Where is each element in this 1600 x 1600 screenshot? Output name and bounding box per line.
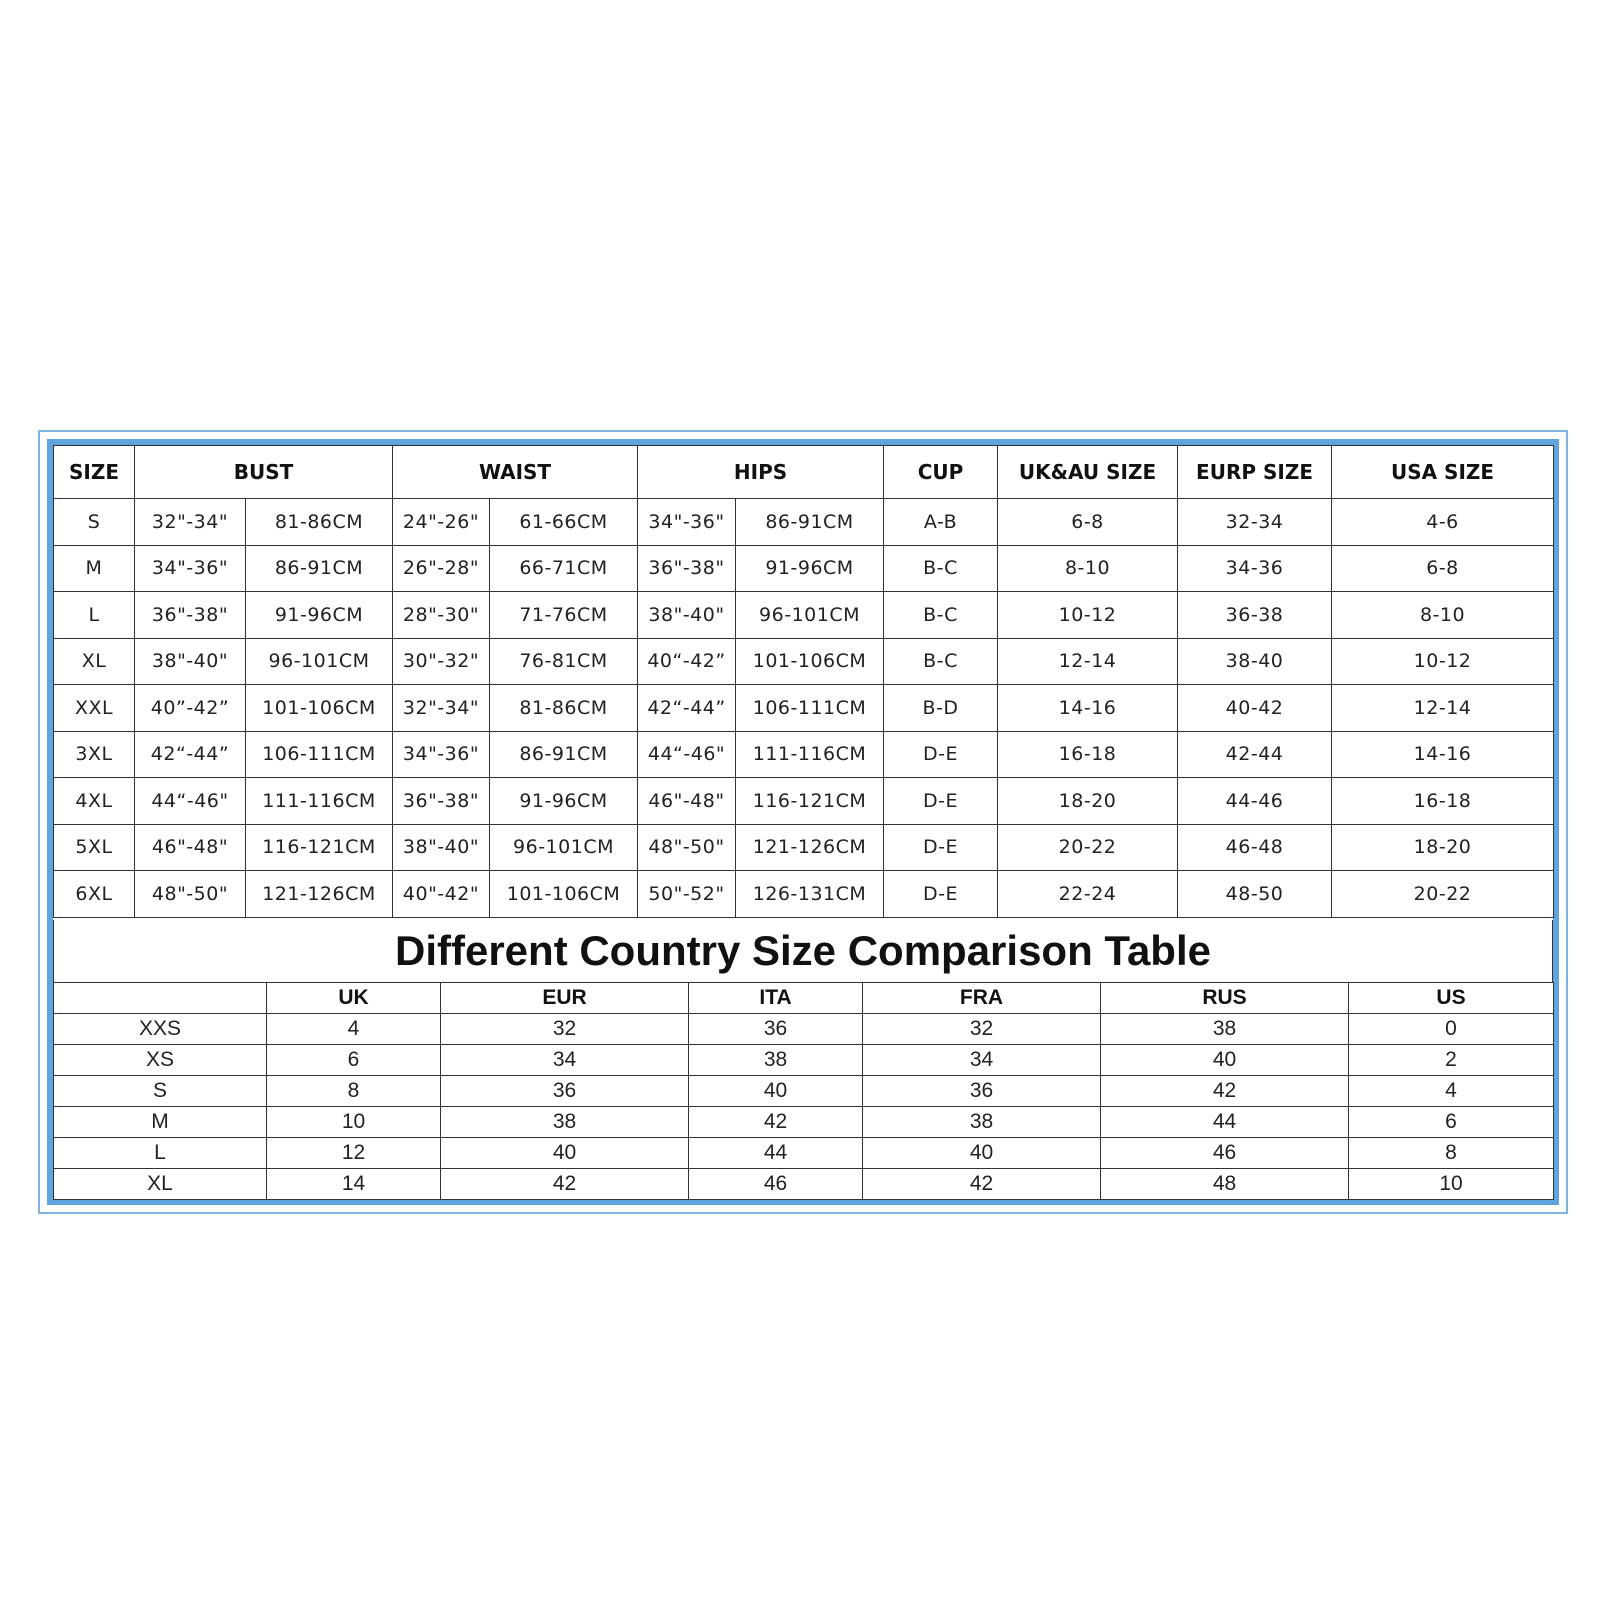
table-cell: 6-8 <box>998 499 1178 546</box>
table-cell: 34"-36" <box>135 545 246 592</box>
table-cell: 12 <box>267 1138 441 1169</box>
table-cell: M <box>54 1107 267 1138</box>
table-cell: 36"-38" <box>135 592 246 639</box>
table-row <box>54 778 1554 825</box>
table-cell: L <box>54 1138 267 1169</box>
table-cell: 44-46 <box>1178 778 1332 825</box>
table-cell: 101-106CM <box>736 638 884 685</box>
table-cell: XXL <box>54 685 135 732</box>
table-cell: L <box>54 592 135 639</box>
table-cell: 42 <box>441 1169 689 1200</box>
country-table-header-cell <box>54 983 267 1014</box>
table-cell: 111-116CM <box>736 731 884 778</box>
table-cell: 32 <box>441 1014 689 1045</box>
table-row <box>54 731 1554 778</box>
table-cell: 3XL <box>54 731 135 778</box>
table-cell: 86-91CM <box>490 731 638 778</box>
table-cell: 12-14 <box>998 638 1178 685</box>
table-cell: 36 <box>689 1014 863 1045</box>
table-cell: 6 <box>267 1045 441 1076</box>
size-chart-header-cell: EURP SIZE <box>1178 446 1332 499</box>
table-cell: 42 <box>863 1169 1101 1200</box>
table-row <box>54 1014 1554 1045</box>
table-cell: 48"-50" <box>135 871 246 918</box>
table-cell: 38"-40" <box>135 638 246 685</box>
comparison-title: Different Country Size Comparison Table <box>53 920 1553 982</box>
table-cell: 40 <box>863 1138 1101 1169</box>
table-cell: 36 <box>441 1076 689 1107</box>
size-chart-header-row <box>54 446 1554 499</box>
table-cell: 48"-50" <box>638 824 736 871</box>
table-cell: A-B <box>884 499 998 546</box>
table-cell: 8-10 <box>1332 592 1554 639</box>
country-table-header-cell: EUR <box>441 983 689 1014</box>
table-cell: 4XL <box>54 778 135 825</box>
table-cell: 81-86CM <box>246 499 393 546</box>
table-cell: XL <box>54 1169 267 1200</box>
table-row <box>54 592 1554 639</box>
table-cell: 38"-40" <box>638 592 736 639</box>
table-cell: 4 <box>267 1014 441 1045</box>
table-cell: XL <box>54 638 135 685</box>
table-cell: 10 <box>267 1107 441 1138</box>
table-cell: 71-76CM <box>490 592 638 639</box>
table-cell: 12-14 <box>1332 685 1554 732</box>
table-cell: 40 <box>1101 1045 1349 1076</box>
table-cell: B-C <box>884 545 998 592</box>
table-cell: 20-22 <box>1332 871 1554 918</box>
table-cell: 16-18 <box>998 731 1178 778</box>
table-cell: 36"-38" <box>638 545 736 592</box>
table-cell: 38 <box>863 1107 1101 1138</box>
table-cell: 42“-44” <box>135 731 246 778</box>
table-cell: 66-71CM <box>490 545 638 592</box>
country-table-header-cell: FRA <box>863 983 1101 1014</box>
table-cell: 46"-48" <box>638 778 736 825</box>
table-cell: 5XL <box>54 824 135 871</box>
table-cell: 96-101CM <box>246 638 393 685</box>
country-table-header-cell: ITA <box>689 983 863 1014</box>
table-cell: 96-101CM <box>736 592 884 639</box>
table-cell: 48 <box>1101 1169 1349 1200</box>
table-cell: 10-12 <box>998 592 1178 639</box>
table-cell: S <box>54 1076 267 1107</box>
country-table-header-cell: US <box>1349 983 1554 1014</box>
table-cell: 91-96CM <box>490 778 638 825</box>
table-cell: 18-20 <box>998 778 1178 825</box>
table-cell: 44 <box>1101 1107 1349 1138</box>
table-cell: 46"-48" <box>135 824 246 871</box>
table-cell: 24"-26" <box>393 499 490 546</box>
country-table-header-cell: RUS <box>1101 983 1349 1014</box>
table-cell: 10 <box>1349 1169 1554 1200</box>
table-cell: 46-48 <box>1178 824 1332 871</box>
size-chart-header-cell: UK&AU SIZE <box>998 446 1178 499</box>
table-cell: 10-12 <box>1332 638 1554 685</box>
table-cell: 126-131CM <box>736 871 884 918</box>
table-cell: 61-66CM <box>490 499 638 546</box>
table-cell: 121-126CM <box>736 824 884 871</box>
table-cell: 116-121CM <box>246 824 393 871</box>
table-cell: 48-50 <box>1178 871 1332 918</box>
table-cell: 18-20 <box>1332 824 1554 871</box>
table-cell: 40 <box>689 1076 863 1107</box>
table-cell: 81-86CM <box>490 685 638 732</box>
table-cell: 32-34 <box>1178 499 1332 546</box>
table-cell: 44“-46" <box>638 731 736 778</box>
table-cell: 46 <box>1101 1138 1349 1169</box>
table-cell: 6XL <box>54 871 135 918</box>
table-cell: 6 <box>1349 1107 1554 1138</box>
table-cell: 8 <box>1349 1138 1554 1169</box>
table-cell: 38"-40" <box>393 824 490 871</box>
table-cell: 32"-34" <box>135 499 246 546</box>
table-cell: 101-106CM <box>246 685 393 732</box>
table-cell: 16-18 <box>1332 778 1554 825</box>
table-cell: 42-44 <box>1178 731 1332 778</box>
table-row <box>54 638 1554 685</box>
size-chart-header-cell: HIPS <box>638 446 884 499</box>
table-cell: 34"-36" <box>393 731 490 778</box>
table-cell: 20-22 <box>998 824 1178 871</box>
country-table-header-cell: UK <box>267 983 441 1014</box>
table-cell: B-D <box>884 685 998 732</box>
table-cell: 86-91CM <box>736 499 884 546</box>
table-cell: 76-81CM <box>490 638 638 685</box>
table-cell: B-C <box>884 638 998 685</box>
table-cell: 26"-28" <box>393 545 490 592</box>
table-cell: D-E <box>884 824 998 871</box>
table-row <box>54 1107 1554 1138</box>
table-cell: 46 <box>689 1169 863 1200</box>
table-cell: 42“-44” <box>638 685 736 732</box>
table-cell: 38-40 <box>1178 638 1332 685</box>
table-cell: 14 <box>267 1169 441 1200</box>
size-chart-header-cell: WAIST <box>393 446 638 499</box>
table-cell: 111-116CM <box>246 778 393 825</box>
table-row <box>54 1169 1554 1200</box>
table-cell: 36 <box>863 1076 1101 1107</box>
table-cell: 40"-42" <box>393 871 490 918</box>
table-cell: XXS <box>54 1014 267 1045</box>
table-cell: XS <box>54 1045 267 1076</box>
table-cell: 34 <box>441 1045 689 1076</box>
table-cell: 91-96CM <box>736 545 884 592</box>
size-chart-header-cell: SIZE <box>54 446 135 499</box>
table-cell: 96-101CM <box>490 824 638 871</box>
table-row <box>54 1076 1554 1107</box>
table-cell: 101-106CM <box>490 871 638 918</box>
table-cell: 44 <box>689 1138 863 1169</box>
size-chart-table <box>53 445 1554 918</box>
table-cell: 106-111CM <box>246 731 393 778</box>
table-cell: 34-36 <box>1178 545 1332 592</box>
size-chart-header-cell: USA SIZE <box>1332 446 1554 499</box>
table-row <box>54 685 1554 732</box>
table-cell: 32 <box>863 1014 1101 1045</box>
size-chart-header-cell: BUST <box>135 446 393 499</box>
table-cell: 6-8 <box>1332 545 1554 592</box>
table-cell: 50"-52" <box>638 871 736 918</box>
table-cell: 14-16 <box>1332 731 1554 778</box>
table-cell: M <box>54 545 135 592</box>
table-cell: 8 <box>267 1076 441 1107</box>
table-cell: 116-121CM <box>736 778 884 825</box>
table-cell: 40“-42” <box>638 638 736 685</box>
table-cell: S <box>54 499 135 546</box>
size-chart-header-cell: CUP <box>884 446 998 499</box>
table-cell: 121-126CM <box>246 871 393 918</box>
table-cell: 38 <box>1101 1014 1349 1045</box>
table-cell: 28"-30" <box>393 592 490 639</box>
table-cell: 40 <box>441 1138 689 1169</box>
table-cell: 2 <box>1349 1045 1554 1076</box>
table-cell: D-E <box>884 871 998 918</box>
table-cell: 8-10 <box>998 545 1178 592</box>
table-row <box>54 545 1554 592</box>
table-cell: B-C <box>884 592 998 639</box>
table-cell: 42 <box>689 1107 863 1138</box>
table-cell: 38 <box>441 1107 689 1138</box>
table-cell: 22-24 <box>998 871 1178 918</box>
table-row <box>54 824 1554 871</box>
table-cell: 42 <box>1101 1076 1349 1107</box>
table-cell: 36-38 <box>1178 592 1332 639</box>
table-row <box>54 1138 1554 1169</box>
table-cell: 34"-36" <box>638 499 736 546</box>
table-cell: D-E <box>884 778 998 825</box>
table-cell: 4 <box>1349 1076 1554 1107</box>
table-cell: 0 <box>1349 1014 1554 1045</box>
table-cell: 38 <box>689 1045 863 1076</box>
country-comparison-table <box>53 982 1554 1200</box>
table-cell: D-E <box>884 731 998 778</box>
table-cell: 14-16 <box>998 685 1178 732</box>
table-row <box>54 1045 1554 1076</box>
table-cell: 34 <box>863 1045 1101 1076</box>
table-cell: 106-111CM <box>736 685 884 732</box>
table-cell: 86-91CM <box>246 545 393 592</box>
table-cell: 40”-42” <box>135 685 246 732</box>
table-cell: 36"-38" <box>393 778 490 825</box>
table-cell: 40-42 <box>1178 685 1332 732</box>
table-row <box>54 499 1554 546</box>
country-table-header-row <box>54 983 1554 1014</box>
table-row <box>54 871 1554 918</box>
table-cell: 30"-32" <box>393 638 490 685</box>
table-cell: 44“-46" <box>135 778 246 825</box>
table-cell: 4-6 <box>1332 499 1554 546</box>
table-cell: 32"-34" <box>393 685 490 732</box>
table-cell: 91-96CM <box>246 592 393 639</box>
